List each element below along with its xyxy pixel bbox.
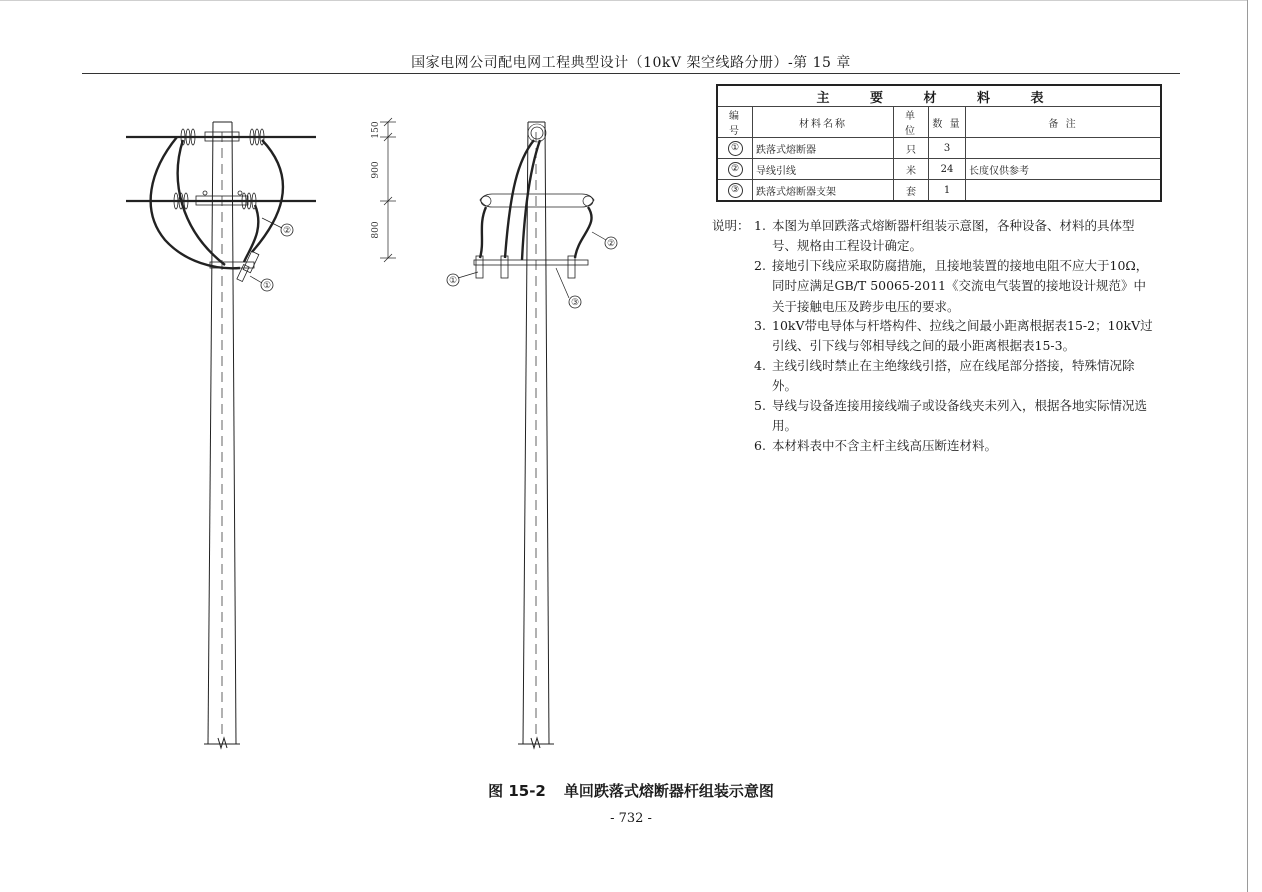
note-item xyxy=(754,436,1154,456)
note-number: 3. xyxy=(754,318,766,333)
row-note xyxy=(966,138,1162,159)
col-header-qty: 数 量 xyxy=(929,107,966,138)
material-table-header xyxy=(717,107,1161,138)
row-qty: 1 xyxy=(929,180,966,202)
callout-2-front: ② xyxy=(282,226,292,236)
note-item xyxy=(754,256,1154,317)
callout-2-side: ② xyxy=(606,239,616,249)
table-row xyxy=(717,138,1161,159)
callout-1-side: ① xyxy=(448,276,458,286)
page-header-title: 国家电网公司配电网工程典型设计（10kV 架空线路分册）-第 15 章 xyxy=(411,55,851,71)
table-row xyxy=(717,180,1161,202)
note-item xyxy=(754,316,1154,357)
callout-3-side: ③ xyxy=(570,298,580,308)
col-header-note: 备 注 xyxy=(966,107,1162,138)
col-header-unit: 单 位 xyxy=(894,107,929,138)
row-number: ① xyxy=(728,141,743,156)
row-name: 跌落式熔断器支架 xyxy=(753,180,894,202)
row-number: ② xyxy=(728,162,743,177)
row-name: 跌落式熔断器 xyxy=(753,138,894,159)
callout-1-front: ① xyxy=(262,281,272,291)
material-table xyxy=(716,84,1162,202)
notes-lead: 说明： xyxy=(712,218,750,233)
note-number: 6. xyxy=(754,438,766,453)
note-text: 主线引线时禁止在主绝缘线引搭，应在线尾部分搭接，特殊情况除外。 xyxy=(772,358,1135,394)
note-number: 1. xyxy=(754,218,766,233)
row-unit: 只 xyxy=(894,138,929,159)
note-item xyxy=(754,216,1154,257)
note-text: 10kV带电导体与杆塔构件、拉线之间最小距离根据表15-2；10kV过引线、引下线与邻相导线之间的最小距离根据表15-3。 xyxy=(772,318,1153,354)
note-item xyxy=(754,356,1154,397)
front-view xyxy=(126,122,316,748)
note-text: 本图为单回跌落式熔断器杆组装示意图，各种设备、材料的具体型号、规格由工程设计确定。 xyxy=(772,218,1135,254)
note-number: 4. xyxy=(754,358,766,373)
row-unit: 米 xyxy=(894,159,929,180)
row-unit: 套 xyxy=(894,180,929,202)
dimension-line xyxy=(380,118,396,262)
note-text: 接地引下线应采取防腐措施，且接地装置的接地电阻不应大于10Ω，同时应满足GB/T 50065-2011《交流电气装置的接地设计规范》中关于接触电压及跨步电压的要求。 xyxy=(772,258,1149,314)
figure-caption xyxy=(0,780,1262,801)
row-qty: 3 xyxy=(929,138,966,159)
col-header-no: 编 号 xyxy=(717,107,753,138)
row-qty: 24 xyxy=(929,159,966,180)
row-note xyxy=(966,180,1162,202)
dimension-label-800: 800 xyxy=(371,221,381,239)
dimension-label-900: 900 xyxy=(371,161,381,179)
row-number: ③ xyxy=(728,183,743,198)
page-number: - 732 - xyxy=(610,811,652,826)
row-name: 导线引线 xyxy=(753,159,894,180)
material-table-title: 主 要 材 料 表 xyxy=(717,85,1161,107)
col-header-name: 材料名称 xyxy=(753,107,894,138)
note-text: 导线与设备连接用接线端子或设备线夹未列入，根据各地实际情况选用。 xyxy=(772,398,1148,434)
dimension-label-150: 150 xyxy=(371,121,381,139)
table-row xyxy=(717,159,1161,180)
figure-title: 单回跌落式熔断器杆组装示意图 xyxy=(563,782,774,800)
note-item xyxy=(754,396,1154,437)
note-number: 2. xyxy=(754,258,766,273)
row-note: 长度仅供参考 xyxy=(966,159,1162,180)
side-view xyxy=(447,122,617,748)
note-number: 5. xyxy=(754,398,766,413)
note-text: 本材料表中不含主杆主线高压断连材料。 xyxy=(772,438,998,453)
figure-number: 图 15-2 xyxy=(488,782,546,800)
